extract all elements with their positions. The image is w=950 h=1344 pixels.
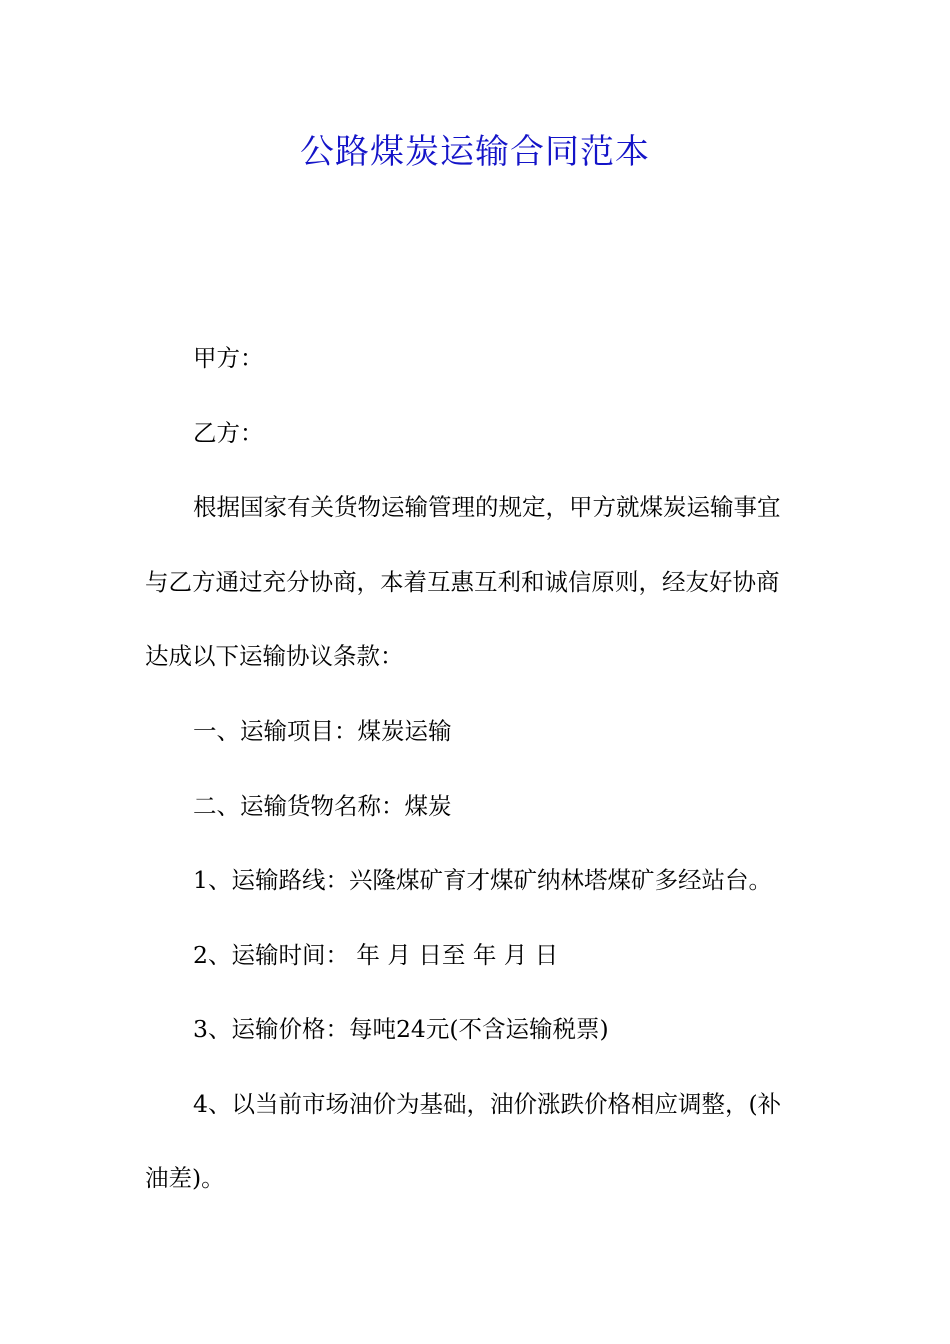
document-title: 公路煤炭运输合同范本 — [300, 132, 650, 172]
clause-goods: 二、运输货物名称：煤炭 — [193, 792, 452, 820]
intro-line-3: 达成以下运输协议条款： — [145, 642, 404, 670]
party-b-line: 乙方： — [193, 419, 264, 447]
clause-route: 1、运输路线：兴隆煤矿育才煤矿纳林塔煤矿多经站台。 — [193, 866, 772, 894]
intro-line-2: 与乙方通过充分协商，本着互惠互利和诚信原则，经友好协商 — [145, 568, 780, 596]
clause-oil-line-1: 4、以当前市场油价为基础，油价涨跌价格相应调整，(补 — [193, 1090, 782, 1118]
clause-project: 一、运输项目：煤炭运输 — [193, 717, 452, 745]
clause-oil-line-2: 油差)。 — [145, 1164, 225, 1192]
clause-time: 2、运输时间： 年 月 日至 年 月 日 — [193, 941, 559, 969]
party-a-line: 甲方： — [193, 344, 264, 372]
intro-line-1: 根据国家有关货物运输管理的规定，甲方就煤炭运输事宜 — [193, 493, 781, 521]
clause-price: 3、运输价格：每吨24元(不含运输税票) — [193, 1015, 609, 1043]
